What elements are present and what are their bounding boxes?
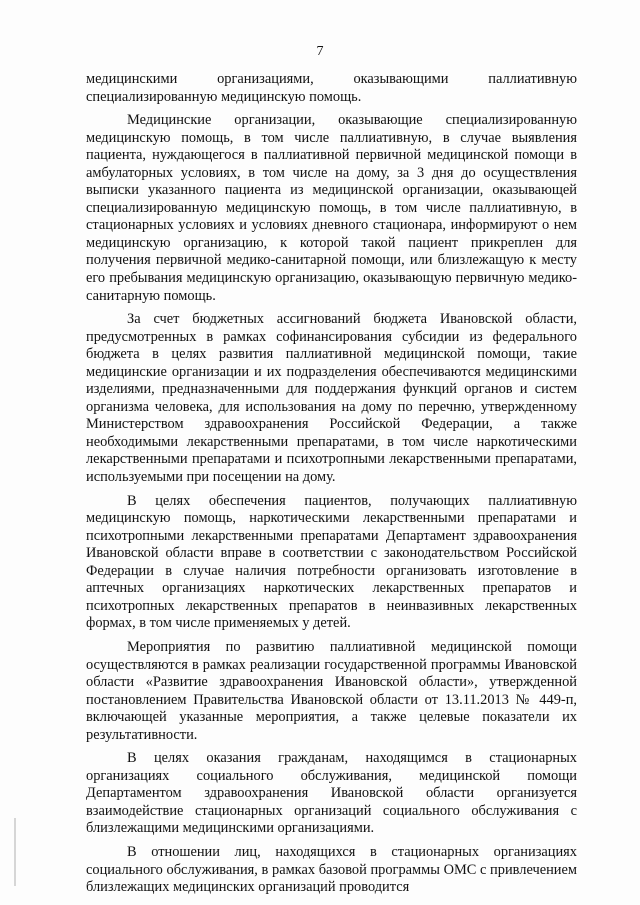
paragraph-4: В целях обеспечения пациентов, получающих паллиативную медицинскую помощь, наркотическими лекарственными препаратами и психотропными лекарственными препаратами Департамент здравоохранения Ивановской области вправе в соответствии с законодательством Российской Федерации в случае наличия потребности организовать изготовление в аптечных организациях наркотических лекарственных препаратов и психотропных лекарственных препаратов в неинвазивных лекарственных формах, в том числе применяемых у детей. <box>86 492 577 632</box>
paragraph-6: В целях оказания гражданам, находящимся в стационарных организациях социального обслуживания, медицинской помощи Департаментом здравоохранения Ивановской области организуется взаимодействие стационарных организаций социального обслуживания с близлежащими медицинскими организациями. <box>86 750 577 837</box>
paragraph-2: Медицинские организации, оказывающие специализированную медицинскую помощь, в том числе паллиативную, в случае выявления пациента, нуждающегося в паллиативной первичной медицинской помощи в амбулаторных условиях, в том числе на дому, за 3 дня до осуществления выписки указанного пациента из медицинской организации, оказывающей специализированную медицинскую помощь, в том числе паллиативную, в стационарных условиях и условиях дневного стационара, информируют о нем медицинскую организацию, к которой такой пациент прикреплен для получения первичной медико-санитарной помощи, или близлежащую к месту его пребывания медицинскую организацию, оказывающую первичную медико-санитарную помощь. <box>86 112 577 304</box>
document-body <box>86 71 577 903</box>
page-number: 7 <box>316 44 324 59</box>
scan-margin-mark <box>14 818 16 886</box>
paragraph-1: медицинскими организациями, оказывающими паллиативную специализированную медицинскую помощь. <box>86 71 577 105</box>
paragraph-5: Мероприятия по развитию паллиативной медицинской помощи осуществляются в рамках реализации государственной программы Ивановской области «Развитие здравоохранения Ивановской области», утвержденной постановлением Правительства Ивановской области от 13.11.2013 № 449-п, включающей указанные мероприятия, а также целевые показатели их результативности. <box>86 638 577 743</box>
paragraph-7: В отношении лиц, находящихся в стационарных организациях социального обслуживания, в рамках базовой программы ОМС с привлечением близлежащих медицинских организаций проводится <box>86 843 577 896</box>
paragraph-3: За счет бюджетных ассигнований бюджета Ивановской области, предусмотренных в рамках софинансирования субсидии из федерального бюджета в целях развития паллиативной медицинской помощи, такие медицинские организации и их подразделения обеспечиваются медицинскими изделиями, предназначенными для поддержания функций органов и систем организма человека, для использования на дому по перечню, утвержденному Министерством здравоохранения Российской Федерации, а также необходимыми лекарственными препаратами, в том числе наркотическими лекарственными препаратами и психотропными лекарственными препаратами, используемыми при посещении на дому. <box>86 311 577 486</box>
